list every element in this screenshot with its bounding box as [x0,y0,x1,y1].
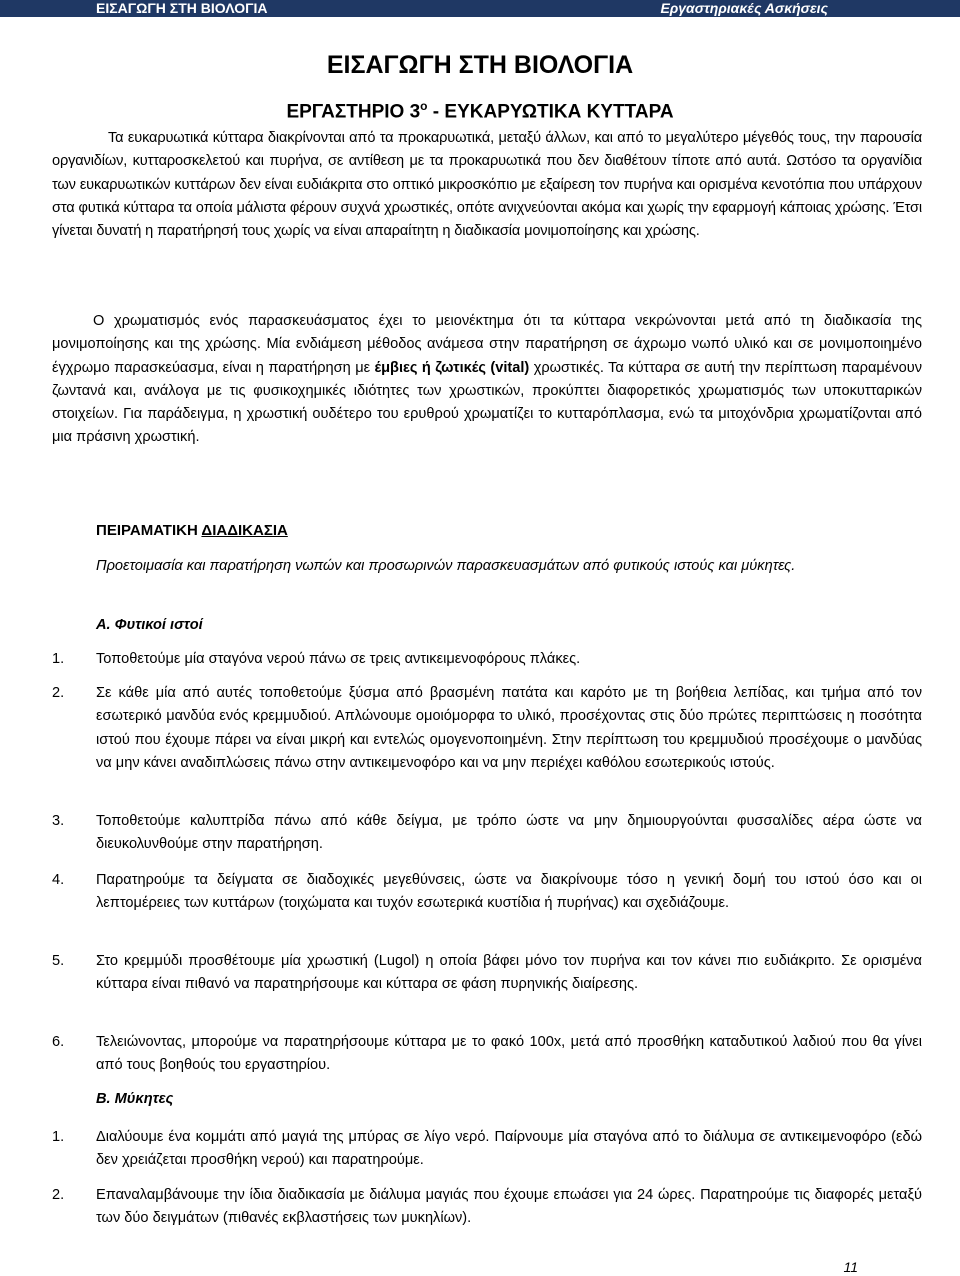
step-text: Σε κάθε μία από αυτές τοποθετούμε ξύσμα από βρασμένη πατάτα και καρότο με τη βοήθεια λεπίδας, και τμήμα από τον εσωτερικό μανδύα ενός κρεμμυδιού. Απλώνουμε ομοιόμορφα το υλικό, προσέχοντας στις δύο πρώτες περιπτώσεις η ποσότητα ιστού που έχουμε πάρει να είναι μικρή και εντελώς ομογενοποιημένη. Στην περίπτωση του κρεμμυδιού προσέχουμε ο μανδύας να μην κάνει αναδιπλώσεις πάνω στην αντικειμενοφόρο και να μην περιέχει καθόλου εσωτερικούς ιστούς. [96,685,922,771]
step-text: Επαναλαμβάνουμε την ίδια διαδικασία με διάλυμα μαγιάς που έχουμε επωάσει για 24 ώρες. Παρατηρούμε τις διαφορές μεταξύ των δύο δειγμάτων (πιθανές εκβλαστήσεις των μυκηλίων). [96,1187,922,1227]
step-number: 3. [52,813,65,829]
list-item [52,869,922,916]
list-item [52,1031,922,1078]
list-item [52,810,922,857]
step-number: 2. [52,1187,65,1203]
list-item [52,682,922,775]
step-text: Παρατηρούμε τα δείγματα σε διαδοχικές μεγεθύνσεις, ώστε να διακρίνουμε τόσο η γενική δομή του ιστού όσο και οι λεπτομέρειες των κυττάρων (τοιχώματα και τυχόν εσωτερικά κυστίδια ή πυρήνας) και σχεδιάζουμε. [96,872,922,912]
header-section-title: Εργαστηριακές Ασκήσεις [660,0,828,16]
procedure-heading-plain: ΠΕΙΡΑΜΑΤΙΚΗ [96,522,202,539]
staining-text-after: χρωστικές. Τα κύτταρα σε αυτή την περίπτωση παραμένουν ζωντανά και, ανάλογα με τις φυσικοχημικές ιδιότητες των χρωστικών, προκύπτει διαφορετικός χρωματισμός των υποκυτταρικών στοιχείων. Για παράδειγμα, η χρωστική ουδέτερο του ερυθρού χρωματίζει το κυτταρόπλασμα, ενώ τα μιτοχόνδρια χρωματίζονται από μια πράσινη χρωστική. [52,359,922,446]
vital-stains-term: έμβιες ή ζωτικές (vital) [374,359,530,376]
step-number: 5. [52,953,65,969]
lab-title [0,94,960,124]
procedure-intro: Προετοιμασία και παρατήρηση νωπών και προσωρινών παρασκευασμάτων από φυτικούς ιστούς και μύκητες. [96,558,796,574]
list-item [52,1184,922,1231]
section-b-heading: Β. Μύκητες [96,1091,174,1107]
step-text: Τοποθετούμε καλυπτρίδα πάνω από κάθε δείγμα, με τρόπο ώστε να μην δημιουργούνται φυσσαλίδες αέρα ώστε να διευκολυνθούμε στην παρατήρηση. [96,813,922,853]
step-text: Τοποθετούμε μία σταγόνα νερού πάνω σε τρεις αντικειμενοφόρους πλάκες. [96,651,581,667]
lab-title-suffix: - ΕΥΚΑΡΥΩΤΙΚΑ ΚΥΤΤΑΡΑ [427,101,674,123]
step-number: 2. [52,685,65,701]
step-text: Τελειώνοντας, μπορούμε να παρατηρήσουμε κύτταρα με το φακό 100x, μετά από προσθήκη καταδυτικού λαδιού που θα γίνει από τους βοηθούς του εργαστηρίου. [96,1034,922,1074]
staining-text-before: Ο χρωματισμός ενός παρασκευάσματος έχει το μειονέκτημα ότι τα κύτταρα νεκρώνονται μετά από τη διαδικασία της μονιμοποίησης και της χρώσης. Μία ενδιάμεση μέθοδος ανάμεσα στην παρατήρηση σε άχρωμο νωπό υλικό και σε μονιμοποιημένο έγχρωμο παρασκεύασμα, είναι η παρατήρηση με [52,313,922,376]
procedure-heading [96,522,288,539]
list-item [52,950,922,997]
step-number: 1. [52,1129,65,1145]
step-number: 4. [52,872,65,888]
page-number: 11 [843,1259,858,1275]
step-text: Στο κρεμμύδι προσθέτουμε μία χρωστική (Lugol) η οποία βάφει μόνο τον πυρήνα και τον κάνει πιο ευδιάκριτο. Σε ορισμένα κύτταρα είναι πιθανό να παρατηρήσουμε και κύτταρα σε φάση πυρηνικής διαίρεσης. [96,953,922,993]
list-item [52,648,922,671]
intro-paragraph: Τα ευκαρυωτικά κύτταρα διακρίνονται από τα προκαρυωτικά, μεταξύ άλλων, και από το μεγαλύτερο μέγεθός τους, την παρουσία οργανιδίων, κυτταροσκελετού και πυρήνα, σε αντίθεση με τα προκαρυωτικά που δεν διαθέτουν τίποτε από αυτά. Ωστόσο τα οργανίδια των ευκαρυωτικών κυττάρων δεν είναι ευδιάκριτα στο οπτικό μικροσκόπιο με εξαίρεση τον πυρήνα και ορισμένα κενοτόπια που υπάρχουν στα φυτικά κύτταρα τα οποία μάλιστα φέρουν συχνά χρωστικές, οπότε ανιχνεύονται ακόμα και χωρίς την εφαρμογή κάποιας χρώσης. Έτσι γίνεται δυνατή η παρατήρησή τους χωρίς να είναι απαραίτητη η διαδικασία μονιμοποίησης και χρώσης. [52,130,922,240]
step-text: Διαλύουμε ένα κομμάτι από μαγιά της μπύρας σε λίγο νερό. Παίρνουμε μία σταγόνα από το διάλυμα σε αντικειμενοφόρο (εδώ δεν χρειάζεται προσθήκη νερού) και παρατηρούμε. [96,1129,922,1169]
staining-paragraph [52,310,922,450]
section-a-heading: Α. Φυτικοί ιστοί [96,617,203,633]
step-number: 1. [52,651,65,667]
header-course-title: ΕΙΣΑΓΩΓΗ ΣΤΗ ΒΙΟΛΟΓΙΑ [96,0,268,16]
running-header [0,0,960,17]
step-number: 6. [52,1034,65,1050]
lab-title-ordinal: ο [420,99,428,113]
lab-title-prefix: ΕΡΓΑΣΤΗΡΙΟ 3 [286,101,421,123]
procedure-heading-underlined: ΔΙΑΔΙΚΑΣΙΑ [201,522,288,539]
document-title: ΕΙΣΑΓΩΓΗ ΣΤΗ ΒΙΟΛΟΓΙΑ [326,51,634,79]
list-item [52,1126,922,1173]
